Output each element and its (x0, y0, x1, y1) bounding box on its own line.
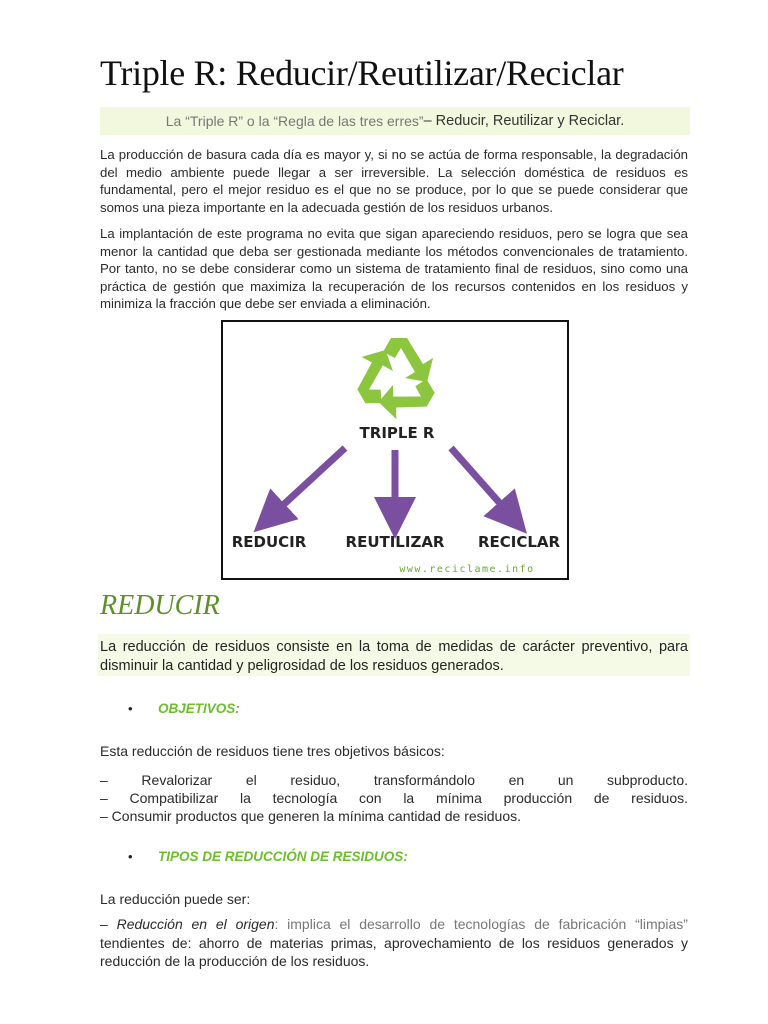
paragraph-1: La producción de basura cada día es mayor y, si no se actúa de forma responsable, la degradación del medio ambiente puede llegar a ser irreversible. La selección doméstica de residuos es fundamental, pero el mejor residuo es el que no se produce, por lo que se puede considerar que somos una pieza importante en la adecuada gestión de los residuos urbanos. (100, 147, 688, 215)
bullet-dot-icon: • (128, 849, 133, 864)
triple-r-diagram (223, 322, 567, 578)
triple-r-figure (221, 320, 569, 580)
bullet-tipos-label: TIPOS DE REDUCCIÓN DE RESIDUOS: (158, 849, 408, 864)
objetivo-item: – Consumir productos que generen la mínima cantidad de residuos. (100, 808, 522, 824)
recycle-icon (344, 338, 438, 429)
arrow-reciclar (451, 448, 513, 518)
objetivos-list (100, 771, 688, 825)
intro-banner (100, 107, 690, 135)
center-label: TRIPLE R (359, 424, 435, 442)
reduccion-intro: La reducción puede ser: (100, 891, 251, 907)
label-reducir: REDUCIR (231, 533, 307, 551)
reduccion-light: : implica el desarrollo de tecnologías de fabricación “limpias” (274, 916, 688, 932)
intro-light-text: La “Triple R” o la “Regla de las tres erres” (165, 113, 424, 129)
objetivos-intro: Esta reducción de residuos tiene tres objetivos básicos: (100, 743, 445, 759)
intro-dark-text: – Reducir, Reutilizar y Reciclar. (423, 113, 625, 129)
label-reciclar: RECICLAR (477, 533, 561, 551)
objetivo-item: – Compatibilizar la tecnología con la mínima producción de residuos. (100, 790, 688, 806)
bullet-tipos (128, 849, 408, 864)
bullet-objetivos-label: OBJETIVOS: (158, 701, 240, 716)
objetivo-item: – Revalorizar el residuo, transformándolo en un subproducto. (100, 772, 688, 788)
reduccion-rest: tendientes de: ahorro de materias primas, aprovechamiento de los residuos generados y reducción de la producción de los residuos. (100, 934, 688, 969)
label-reutilizar: REUTILIZAR (345, 533, 445, 551)
reduccion-term: Reducción en el origen (116, 916, 275, 932)
reduccion-origen-paragraph (100, 915, 688, 971)
paragraph-2: La implantación de este programa no evita que sigan apareciendo residuos, pero se logra que sea menor la cantidad que deba ser gestionada mediante los métodos convencionales de tratamiento. Por tanto, no se debe considerar como un sistema de tratamiento final de residuos, sino como una práctica de gestión que maximiza la recuperación de los recursos contenidos en los residuos y minimiza la fracción que debe ser enviada a eliminación. (100, 226, 688, 311)
reduccion-dash: – (100, 916, 117, 932)
watermark: www.reciclame.info (399, 564, 535, 575)
highlight-text: La reducción de residuos consiste en la toma de medidas de carácter preventivo, para disminuir la cantidad y peligrosidad de los residuos generados. (100, 639, 688, 674)
bullet-objetivos (128, 701, 240, 716)
page-title: Triple R: Reducir/Reutilizar/Reciclar (100, 53, 624, 93)
bullet-dot-icon: • (128, 701, 133, 716)
arrow-reducir (269, 448, 345, 518)
section-title-reducir: REDUCIR (100, 590, 220, 621)
